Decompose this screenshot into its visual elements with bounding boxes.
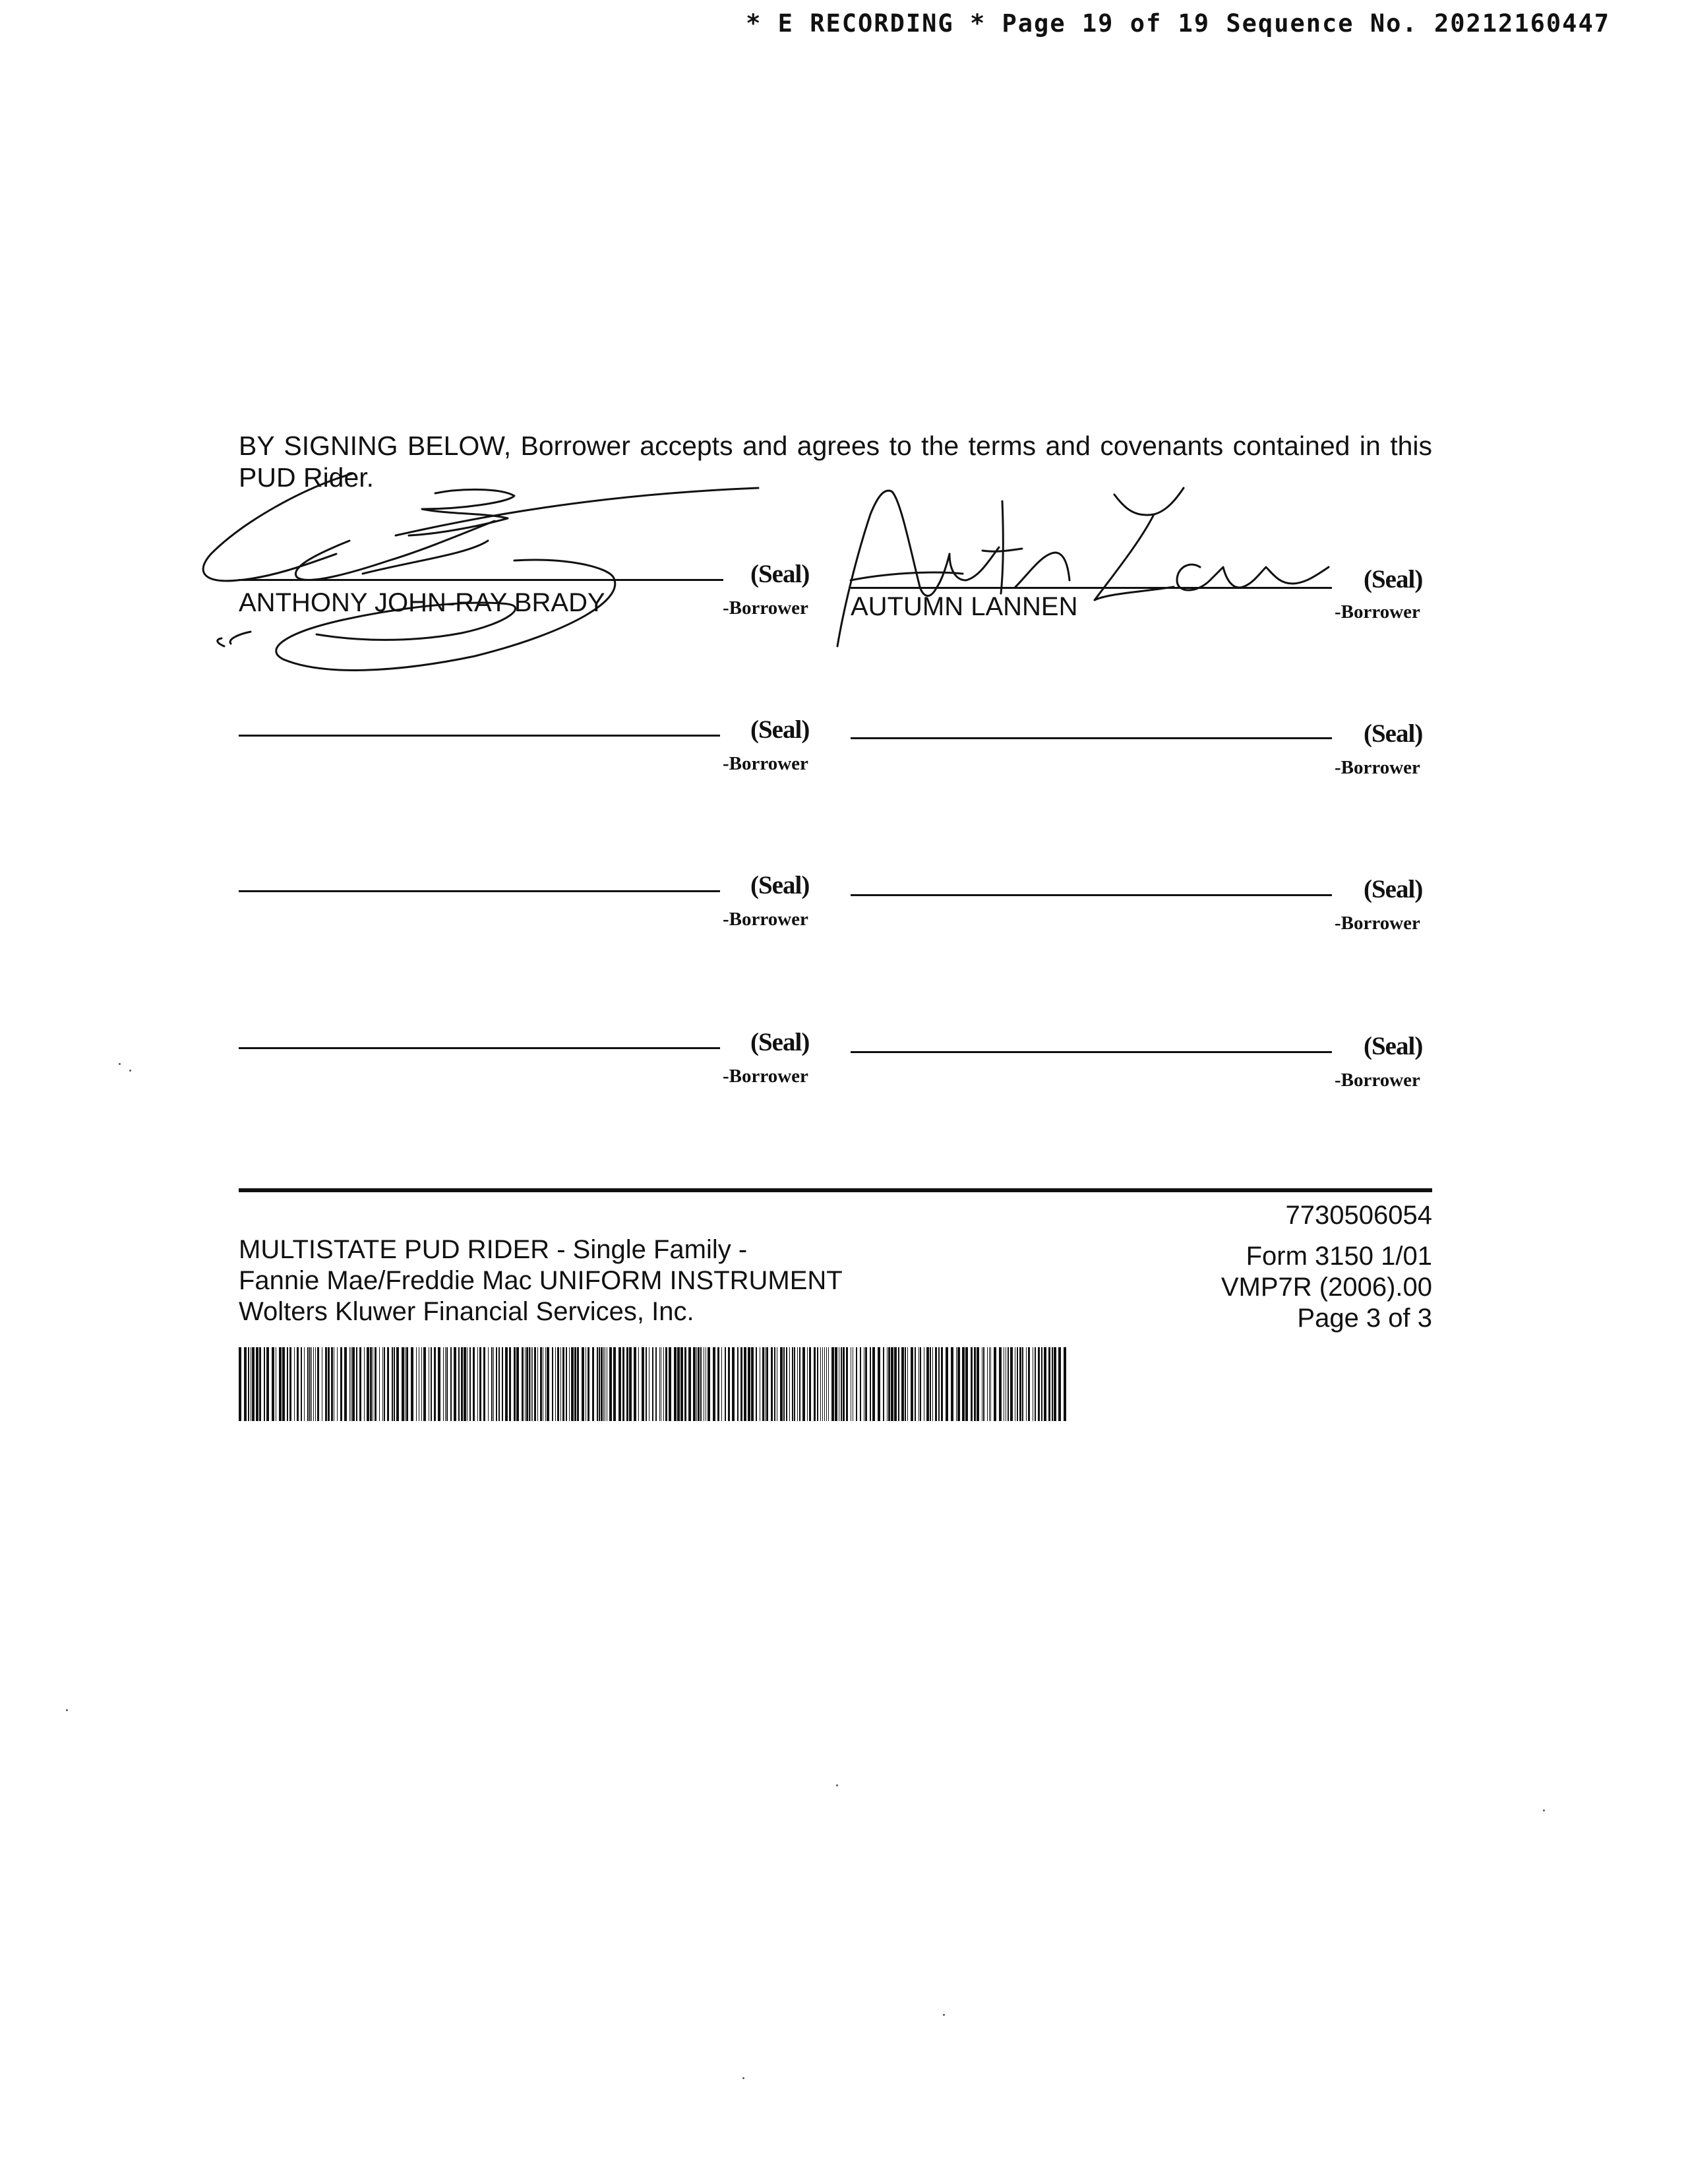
- barcode-bar: [469, 1347, 471, 1421]
- barcode-bar: [411, 1347, 413, 1421]
- barcode-bar: [443, 1347, 444, 1421]
- borrower-label: -Borrower: [723, 753, 808, 774]
- barcode-bar: [957, 1347, 960, 1421]
- barcode-bar: [525, 1347, 526, 1421]
- barcode-bar: [684, 1347, 686, 1421]
- signature-line-borrower-1: [239, 579, 723, 581]
- barcode-bar: [1028, 1347, 1030, 1421]
- barcode-bar: [1054, 1347, 1056, 1421]
- signing-statement: BY SIGNING BELOW, Borrower accepts and agrees to the terms and covenants contained in this PUD Rider.: [239, 431, 1432, 493]
- barcode-bar: [826, 1347, 827, 1421]
- barcode-bar: [562, 1347, 564, 1421]
- barcode-bar: [445, 1347, 446, 1421]
- barcode-bar: [477, 1347, 478, 1421]
- barcode-bar: [547, 1347, 549, 1421]
- barcode-bar: [926, 1347, 929, 1421]
- barcode-bar: [843, 1347, 845, 1421]
- barcode-bar: [860, 1347, 861, 1421]
- barcode-bar: [252, 1347, 255, 1421]
- barcode-bar: [765, 1347, 766, 1421]
- barcode-bar: [809, 1347, 811, 1421]
- barcode-bar: [509, 1347, 511, 1421]
- barcode-bar: [537, 1347, 538, 1421]
- barcode-bar: [1044, 1347, 1046, 1421]
- barcode-bar: [421, 1347, 422, 1421]
- seal-label: (Seal): [1364, 565, 1423, 593]
- barcode-bar: [618, 1347, 621, 1421]
- barcode-bar: [532, 1347, 533, 1421]
- barcode-bar: [622, 1347, 624, 1421]
- barcode-bar: [309, 1347, 311, 1421]
- barcode-bar: [603, 1347, 604, 1421]
- barcode-bar: [1038, 1347, 1040, 1421]
- barcode-bar: [328, 1347, 330, 1421]
- barcode-bar: [574, 1347, 576, 1421]
- barcode-bar: [555, 1347, 556, 1421]
- barcode-bar: [771, 1347, 773, 1421]
- barcode-bar: [244, 1347, 247, 1421]
- barcode-bar: [932, 1347, 933, 1421]
- barcode-bar: [941, 1347, 943, 1421]
- barcode-bar: [557, 1347, 559, 1421]
- barcode-bar: [698, 1347, 700, 1421]
- barcode-bar: [311, 1347, 312, 1421]
- barcode-bar: [822, 1347, 823, 1421]
- signature-autumn-lannen: [831, 475, 1345, 659]
- barcode-bar: [566, 1347, 567, 1421]
- barcode-bar: [352, 1347, 355, 1421]
- barcode-bar: [382, 1347, 383, 1421]
- barcode-bar: [613, 1347, 616, 1421]
- barcode-bar: [762, 1347, 764, 1421]
- barcode-bar: [588, 1347, 589, 1421]
- barcode-bar: [387, 1347, 389, 1421]
- barcode-bar: [287, 1347, 288, 1421]
- barcode-bar: [965, 1347, 968, 1421]
- barcode-bar: [740, 1347, 742, 1421]
- barcode-bar: [652, 1347, 653, 1421]
- barcode-bar: [367, 1347, 369, 1421]
- barcode-bar: [379, 1347, 380, 1421]
- borrower-label: -Borrower: [1335, 601, 1420, 622]
- borrower-label: -Borrower: [1335, 913, 1420, 934]
- barcode-bar: [898, 1347, 899, 1421]
- barcode-bar: [974, 1347, 976, 1421]
- barcode-bar: [807, 1347, 808, 1421]
- barcode-bar: [680, 1347, 683, 1421]
- signature-line-blank: [851, 737, 1332, 739]
- barcode-bar: [434, 1347, 436, 1421]
- barcode-bar: [313, 1347, 314, 1421]
- barcode-bar: [794, 1347, 795, 1421]
- barcode-bar: [1019, 1347, 1021, 1421]
- borrower-label: -Borrower: [723, 909, 808, 930]
- barcode-bar: [663, 1347, 664, 1421]
- barcode-bar: [901, 1347, 904, 1421]
- barcode-bar: [279, 1347, 282, 1421]
- barcode-bar: [344, 1347, 347, 1421]
- form-codes: [1221, 1200, 1432, 1334]
- barcode-bar: [728, 1347, 730, 1421]
- barcode-bar: [674, 1347, 677, 1421]
- barcode-bar: [824, 1347, 825, 1421]
- barcode-bar: [496, 1347, 497, 1421]
- barcode-bar: [370, 1347, 372, 1421]
- barcode-bar: [792, 1347, 793, 1421]
- barcode-bar: [835, 1347, 837, 1421]
- barcode-bar: [971, 1347, 973, 1421]
- barcode-bar: [282, 1347, 285, 1421]
- barcode-bar: [887, 1347, 888, 1421]
- barcode-bar: [423, 1347, 426, 1421]
- seal-label: (Seal): [750, 560, 810, 588]
- borrower-label: -Borrower: [1335, 1070, 1420, 1091]
- barcode-bar: [646, 1347, 647, 1421]
- barcode-bar: [534, 1347, 536, 1421]
- barcode-bar: [405, 1347, 406, 1421]
- barcode-bar: [642, 1347, 644, 1421]
- barcode-bar: [780, 1347, 783, 1421]
- barcode-bar: [696, 1347, 697, 1421]
- barcode-bar: [248, 1347, 249, 1421]
- barcode-bar: [797, 1347, 798, 1421]
- barcode-bar: [545, 1347, 546, 1421]
- barcode-bar: [1017, 1347, 1018, 1421]
- barcode-bar: [317, 1347, 319, 1421]
- barcode-bar: [878, 1347, 880, 1421]
- barcode-bar: [956, 1347, 957, 1421]
- barcode-bar: [1022, 1347, 1023, 1421]
- barcode-bar: [891, 1347, 893, 1421]
- borrower-label: -Borrower: [723, 597, 808, 619]
- barcode-bar: [983, 1347, 984, 1421]
- barcode-bar: [479, 1347, 481, 1421]
- barcode-bar: [392, 1347, 393, 1421]
- barcode-bar: [708, 1347, 710, 1421]
- barcode-bar: [569, 1347, 570, 1421]
- seal-label: (Seal): [1364, 719, 1423, 748]
- barcode-bar: [748, 1347, 750, 1421]
- barcode-bar: [751, 1347, 754, 1421]
- barcode-bar: [349, 1347, 350, 1421]
- barcode-bar: [828, 1347, 829, 1421]
- barcode-bar: [865, 1347, 867, 1421]
- barcode-bar: [514, 1347, 516, 1421]
- form-identification: [239, 1234, 843, 1327]
- barcode-bar: [394, 1347, 395, 1421]
- barcode-bar: [717, 1347, 719, 1421]
- barcode-bar: [375, 1347, 377, 1421]
- barcode-bar: [883, 1347, 884, 1421]
- barcode-bar: [582, 1347, 584, 1421]
- form-number: Form 3150 1/01: [1246, 1242, 1432, 1271]
- barcode-bar: [1058, 1347, 1061, 1421]
- barcode-bar: [737, 1347, 738, 1421]
- barcode-bar: [529, 1347, 530, 1421]
- barcode-bar: [841, 1347, 842, 1421]
- barcode-bar: [325, 1347, 327, 1421]
- barcode-bar: [609, 1347, 612, 1421]
- barcode-bar: [294, 1347, 295, 1421]
- barcode-bar: [638, 1347, 639, 1421]
- barcode-bar: [990, 1347, 991, 1421]
- scan-speck: [943, 2014, 945, 2016]
- barcode-bar: [577, 1347, 579, 1421]
- barcode-bar: [402, 1347, 404, 1421]
- signature-line-blank: [239, 890, 720, 892]
- barcode-bar: [693, 1347, 696, 1421]
- barcode-bar: [483, 1347, 485, 1421]
- borrower-label: -Borrower: [1335, 757, 1420, 778]
- scan-speck: [66, 1709, 68, 1711]
- barcode-bar: [301, 1347, 302, 1421]
- barcode-bar: [655, 1347, 657, 1421]
- barcode-bar: [1048, 1347, 1050, 1421]
- barcode-bar: [1041, 1347, 1042, 1421]
- barcode-bar: [356, 1347, 357, 1421]
- barcode-bar: [259, 1347, 261, 1421]
- seal-label: (Seal): [750, 715, 810, 744]
- barcode-bar: [1064, 1347, 1066, 1421]
- barcode-bar: [856, 1347, 857, 1421]
- barcode-bar: [870, 1347, 871, 1421]
- barcode-bar: [297, 1347, 299, 1421]
- barcode-bar: [264, 1347, 265, 1421]
- barcode-bar: [464, 1347, 466, 1421]
- barcode-bar: [665, 1347, 667, 1421]
- seal-label: (Seal): [1364, 1032, 1423, 1060]
- barcode-bar: [820, 1347, 821, 1421]
- barcode-bar: [713, 1347, 715, 1421]
- barcode-bar: [571, 1347, 574, 1421]
- scan-speck: [119, 1063, 121, 1065]
- signature-line-blank: [851, 1051, 1332, 1053]
- barcode-bar: [526, 1347, 528, 1421]
- barcode-bar: [987, 1347, 988, 1421]
- barcode-bar: [721, 1347, 722, 1421]
- barcode-bar: [516, 1347, 519, 1421]
- seal-label: (Seal): [1364, 875, 1423, 903]
- barcode-bar: [846, 1347, 848, 1421]
- scan-speck: [742, 2077, 744, 2079]
- barcode-bar: [930, 1347, 931, 1421]
- barcode-bar: [522, 1347, 524, 1421]
- signature-anthony-brady: [198, 462, 778, 686]
- barcode-bar: [677, 1347, 680, 1421]
- barcode-bar: [1010, 1347, 1013, 1421]
- recording-header: * E RECORDING * Page 19 of 19 Sequence No. 20212160447: [746, 9, 1610, 38]
- barcode-bar: [888, 1347, 890, 1421]
- barcode-bar: [915, 1347, 916, 1421]
- barcode-bar: [364, 1347, 365, 1421]
- seal-label: (Seal): [750, 871, 810, 899]
- barcode-bar: [700, 1347, 702, 1421]
- barcode-bar: [911, 1347, 913, 1421]
- barcode-bar: [315, 1347, 316, 1421]
- barcode-bar: [491, 1347, 493, 1421]
- barcode-bar: [831, 1347, 834, 1421]
- barcode-bar: [461, 1347, 463, 1421]
- barcode-bar: [935, 1347, 937, 1421]
- barcode-bar: [450, 1347, 452, 1421]
- signature-line-blank: [239, 1047, 720, 1049]
- signature-line-borrower-2: [851, 587, 1332, 589]
- barcode-bar: [592, 1347, 594, 1421]
- barcode-bar: [431, 1347, 432, 1421]
- scan-speck: [129, 1070, 131, 1072]
- barcode-bar: [774, 1347, 775, 1421]
- publisher-name: Wolters Kluwer Financial Services, Inc.: [239, 1297, 694, 1326]
- barcode-bar: [473, 1347, 475, 1421]
- barcode-bar: [289, 1347, 291, 1421]
- barcode-bar: [1035, 1347, 1036, 1421]
- barcode-bar: [732, 1347, 735, 1421]
- barcode-bar: [977, 1347, 979, 1421]
- barcode-bar: [488, 1347, 489, 1421]
- barcode-bar: [907, 1347, 908, 1421]
- barcode-bar: [629, 1347, 632, 1421]
- loan-number: 7730506054: [1285, 1201, 1432, 1230]
- barcode-bar: [951, 1347, 953, 1421]
- vmp-code: VMP7R (2006).00: [1221, 1273, 1432, 1302]
- barcode-bar: [905, 1347, 906, 1421]
- scan-speck: [836, 1784, 838, 1786]
- barcode-bar: [601, 1347, 603, 1421]
- barcode-bar: [454, 1347, 456, 1421]
- barcode-bar: [266, 1347, 269, 1421]
- barcode-bar: [406, 1347, 408, 1421]
- barcode-bar: [938, 1347, 940, 1421]
- barcode-bar: [599, 1347, 600, 1421]
- barcode-bar: [340, 1347, 342, 1421]
- barcode-bar: [446, 1347, 448, 1421]
- barcode-bar: [669, 1347, 671, 1421]
- form-title: MULTISTATE PUD RIDER - Single Family -: [239, 1235, 748, 1264]
- barcode-bar: [1052, 1347, 1053, 1421]
- barcode-bar: [272, 1347, 274, 1421]
- barcode-bar: [802, 1347, 805, 1421]
- document-barcode: [239, 1347, 1071, 1421]
- footer-rule: [239, 1188, 1432, 1192]
- barcode-bar: [999, 1347, 1002, 1421]
- instrument-name: Fannie Mae/Freddie Mac UNIFORM INSTRUMENT: [239, 1266, 843, 1295]
- barcode-bar: [256, 1347, 258, 1421]
- barcode-bar: [817, 1347, 818, 1421]
- scan-speck: [1543, 1809, 1545, 1811]
- barcode-bar: [540, 1347, 542, 1421]
- barcode-bar: [498, 1347, 500, 1421]
- barcode-bar: [688, 1347, 691, 1421]
- barcode-bar: [894, 1347, 897, 1421]
- barcode-bar: [872, 1347, 875, 1421]
- barcode-bar: [989, 1347, 990, 1421]
- barcode-bar: [946, 1347, 948, 1421]
- barcode-bar: [634, 1347, 636, 1421]
- barcode-bar: [560, 1347, 561, 1421]
- borrower-name-1: ANTHONY JOHN-RAY BRADY: [239, 588, 605, 617]
- barcode-bar: [789, 1347, 790, 1421]
- barcode-bar: [304, 1347, 305, 1421]
- barcode-bar: [962, 1347, 965, 1421]
- barcode-bar: [786, 1347, 787, 1421]
- barcode-bar: [659, 1347, 660, 1421]
- signature-line-blank: [851, 894, 1332, 896]
- barcode-bar: [505, 1347, 508, 1421]
- barcode-bar: [493, 1347, 494, 1421]
- barcode-bar: [458, 1347, 460, 1421]
- borrower-label: -Borrower: [723, 1066, 808, 1087]
- barcode-bar: [239, 1347, 241, 1421]
- barcode-bar: [416, 1347, 417, 1421]
- page-indicator: Page 3 of 3: [1297, 1304, 1432, 1333]
- barcode-bar: [307, 1347, 309, 1421]
- barcode-bar: [814, 1347, 816, 1421]
- barcode-bar: [783, 1347, 785, 1421]
- barcode-bar: [1026, 1347, 1027, 1421]
- signature-line-blank: [239, 735, 720, 737]
- barcode-bar: [920, 1347, 921, 1421]
- barcode-bar: [396, 1347, 399, 1421]
- barcode-bar: [331, 1347, 333, 1421]
- barcode-bar: [744, 1347, 746, 1421]
- barcode-bar: [799, 1347, 800, 1421]
- barcode-bar: [502, 1347, 503, 1421]
- barcode-bar: [1008, 1347, 1009, 1421]
- barcode-bar: [766, 1347, 768, 1421]
- barcode-bar: [994, 1347, 996, 1421]
- seal-label: (Seal): [750, 1028, 810, 1056]
- barcode-bar: [756, 1347, 757, 1421]
- barcode-bar: [359, 1347, 361, 1421]
- borrower-name-2: AUTUMN LANNEN: [851, 592, 1078, 621]
- barcode-bar: [438, 1347, 440, 1421]
- barcode-bar: [337, 1347, 338, 1421]
- barcode-bar: [384, 1347, 385, 1421]
- barcode-bar: [597, 1347, 598, 1421]
- barcode-bar: [725, 1347, 726, 1421]
- barcode-bar: [626, 1347, 628, 1421]
- barcode-bar: [552, 1347, 553, 1421]
